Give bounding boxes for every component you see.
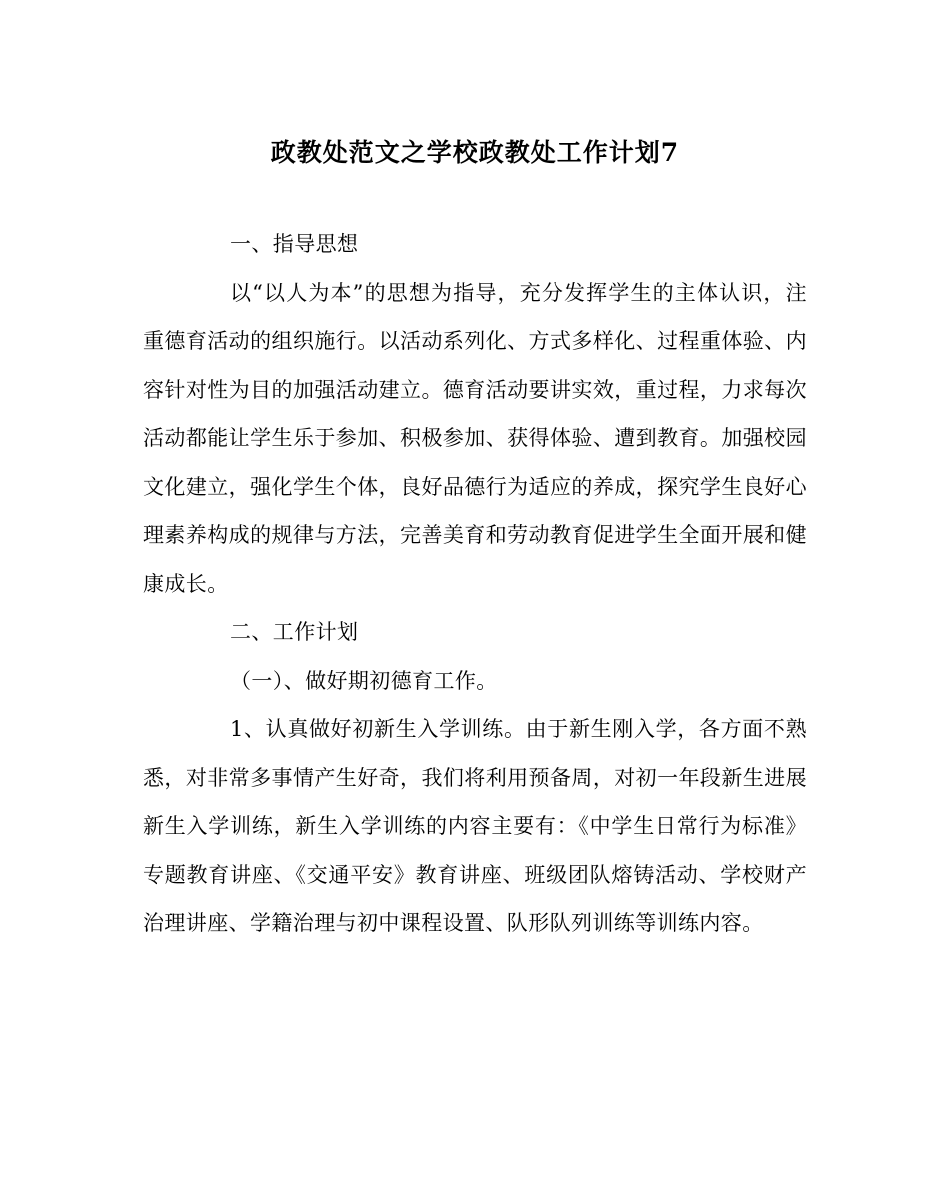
section-heading-work-plan: 二、工作计划: [230, 620, 359, 644]
subsection-heading-opening-moral-work: （一）、做好期初德育工作。: [230, 668, 498, 693]
paragraph-new-student-training: 1、认真做好初新生入学训练。由于新生刚入学，各方面不熟悉，对非常多事情产生好奇，我们将利用预备周，对初一年段新生进展新生入学训练，新生入学训练的内容主要有：《中学生日常行为标准》专题教育讲座、《交通平安》教育讲座、班级团队熔铸活动、学校财产治理讲座、学籍治理与初中课程设置、队形队列训练等训练内容。: [143, 717, 807, 935]
paragraph-guiding-ideology: 以“以人为本”的思想为指导，充分发挥学生的主体认识，注重德育活动的组织施行。以活动系列化、方式多样化、过程重体验、内容针对性为目的加强活动建立。德育活动要讲实效，重过程，力求每次活动都能让学生乐于参加、积极参加、获得体验、遭到教育。加强校园文化建立，强化学生个体，良好品德行为适应的养成，探究学生良好心理素养构成的规律与方法，完善美育和劳动教育促进学生全面开展和健康成长。: [143, 280, 807, 596]
document-body: [143, 220, 807, 948]
section-heading-guiding-ideology: 一、指导思想: [230, 232, 359, 256]
document-title: 政教处范文之学校政教处工作计划7: [270, 138, 680, 167]
